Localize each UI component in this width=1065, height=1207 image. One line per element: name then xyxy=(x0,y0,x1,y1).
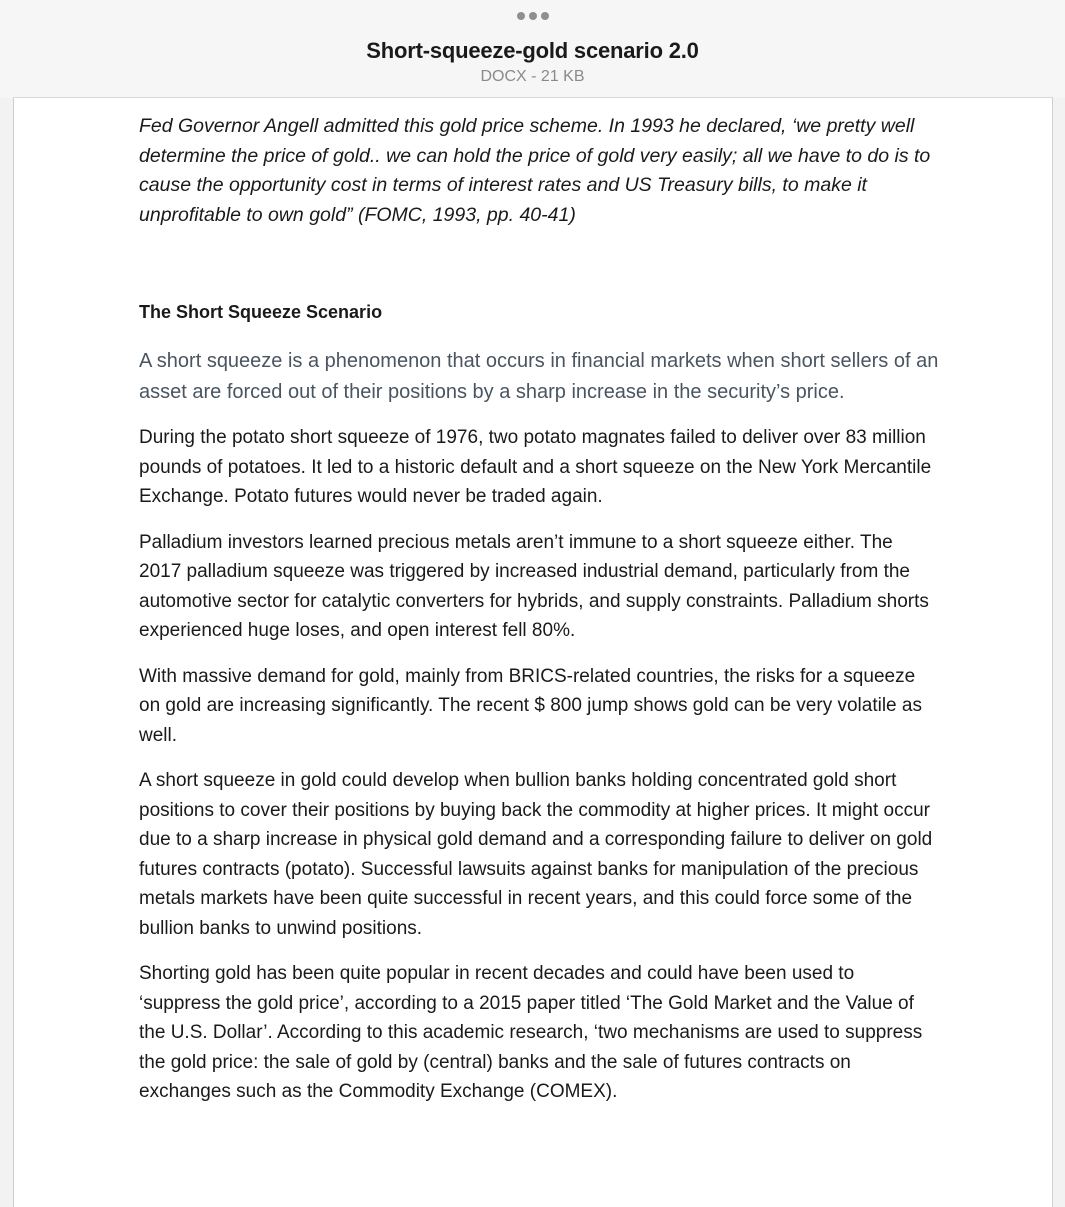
document-header xyxy=(0,0,1065,98)
body-paragraph: With massive demand for gold, mainly from BRICS-related countries, the risks for a squeeze on gold are increasing significantly. The recent $ 800 jump shows gold can be very volatile as well. xyxy=(139,665,922,746)
dot xyxy=(517,12,525,20)
ellipsis-icon[interactable] xyxy=(517,10,549,22)
dot xyxy=(529,12,537,20)
document-page[interactable] xyxy=(13,97,1053,1207)
dot xyxy=(541,12,549,20)
section-heading: The Short Squeeze Scenario xyxy=(139,302,383,322)
lead-paragraph: A short squeeze is a phenomenon that occurs in financial markets when short sellers of an asset are forced out of their positions by a sharp increase in the security’s price. xyxy=(139,350,939,403)
document-title: Short-squeeze-gold scenario 2.0 xyxy=(366,38,699,63)
body-paragraph: Shorting gold has been quite popular in recent decades and could have been used to ‘suppress the gold price’, according to a 2015 paper titled ‘The Gold Market and the Value of the U.S. Dollar’. According to this academic research, ‘two mechanisms are used to suppress the gold price: the sale of gold by (central) banks and the sale of futures contracts on exchanges such as the Commodity Exchange (COMEX). xyxy=(139,963,923,1102)
quote-paragraph: Fed Governor Angell admitted this gold price scheme. In 1993 he declared, ‘we pretty well determine the price of gold.. we can hold the price of gold very easily; all we have to do is to cause the opportunity cost in terms of interest rates and US Treasury bills, to make it unprofitable to own gold” (FOMC, 1993, pp. 40-41) xyxy=(139,115,931,226)
body-paragraph: Palladium investors learned precious metals aren’t immune to a short squeeze either. The 2017 palladium squeeze was triggered by increased industrial demand, particularly from the automotive sector for catalytic converters for hybrids, and supply constraints. Palladium shorts experienced huge loses, and open interest fell 80%. xyxy=(139,531,929,641)
document-file-info: DOCX - 21 KB xyxy=(480,68,585,85)
body-paragraph: During the potato short squeeze of 1976, two potato magnates failed to deliver over 83 million pounds of potatoes. It led to a historic default and a short squeeze on the New York Mercantile Exchange. Potato futures would never be traded again. xyxy=(139,427,932,507)
body-paragraph: A short squeeze in gold could develop when bullion banks holding concentrated gold short positions to cover their positions by buying back the commodity at higher prices. It might occur due to a sharp increase in physical gold demand and a corresponding failure to deliver on gold futures contracts (potato). Successful lawsuits against banks for manipulation of the precious metals markets have been quite successful in recent years, and this could force some of the bullion banks to unwind positions. xyxy=(139,770,933,939)
document-content xyxy=(139,112,939,1102)
body-paragraphs xyxy=(139,423,939,1123)
